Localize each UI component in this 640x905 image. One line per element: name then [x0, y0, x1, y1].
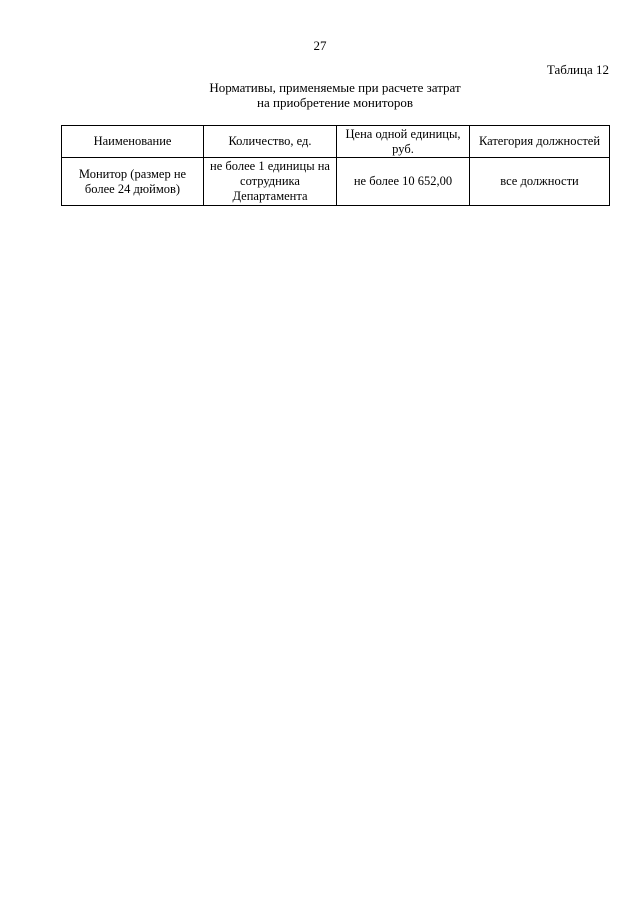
page-number: 27: [313, 38, 327, 53]
cell-price: не более 10 652,00: [337, 158, 470, 206]
document-title-line-1: Нормативы, применяемые при расчете затрат: [209, 80, 461, 95]
cell-category: все должности: [470, 158, 610, 206]
header-price: Цена одной единицы, руб.: [337, 126, 470, 158]
header-category: Категория должностей: [470, 126, 610, 158]
document-title: [0, 80, 640, 110]
cell-name: Монитор (размер не более 24 дюймов): [62, 158, 204, 206]
cell-quantity: не более 1 единицы на сотрудника Департамента: [204, 158, 337, 206]
table-header-row: [62, 126, 610, 158]
table-row: [62, 158, 610, 206]
header-quantity: Количество, ед.: [204, 126, 337, 158]
norms-table: [61, 125, 610, 206]
table-label: Таблица 12: [546, 62, 609, 77]
document-title-line-2: на приобретение мониторов: [257, 95, 413, 110]
header-name: Наименование: [62, 126, 204, 158]
